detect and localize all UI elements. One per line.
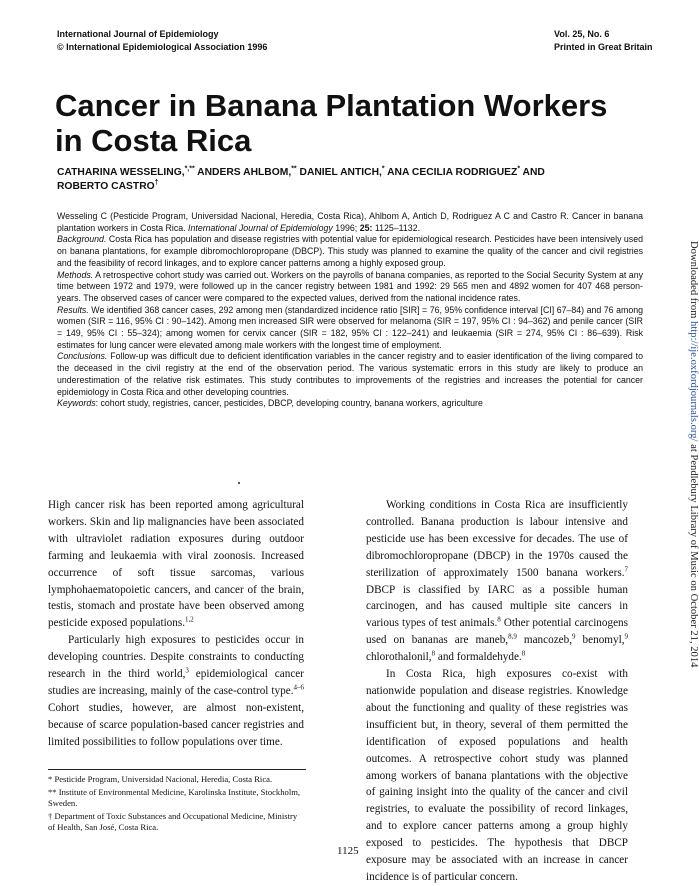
citation-ref: 8 <box>497 615 501 624</box>
abstract-methods: Methods. A retrospective cohort study was carried out. Workers on the payrolls of banana companies, as reported to the Social Security System at any time between 1972 and 1979, were followed up in the cancer registry between 1981 and 1992: 29 565 men and 4892 women for 407 468 person-years. The observed cases of cancer were compared to the expected values, derived from the national incidence rates. <box>57 269 643 303</box>
abstract-keywords: Keywords: cohort study, registries, cancer, pesticides, DBCP, developing country, banana workers, agriculture <box>57 398 483 409</box>
author-and: AND <box>520 167 545 178</box>
author-5-affil: † <box>154 179 159 187</box>
copyright-line: © International Epidemiological Association 1996 <box>57 42 268 52</box>
running-header-right <box>554 28 653 54</box>
citation-ref: 8,9 <box>508 632 517 641</box>
author-4-affil: * <box>517 165 521 173</box>
citation-ref: 8 <box>431 649 436 658</box>
volume-issue: Vol. 25, No. 6 <box>554 29 610 39</box>
body-paragraph: In Costa Rica, high exposures co-exist with nationwide population and disease registries. Knowledge about the functioning and quality of these registries was insufficient but, in theory, several of them permitted the identification of exposed populations and health outcomes. A retrospective cohort study was planned among workers of banana plantations with the objective of gaining insight into the quality of the cancer and civil registries, to evaluate the possibility of record linkages, and to explore cancer patterns among a group highly exposed to pesticides. The hypothesis that DBCP exposure may be associated with an increase in cancer incidence is of particular concern. <box>366 668 628 883</box>
citation-ref: 9 <box>572 632 576 641</box>
citation-ref: 8 <box>521 649 526 658</box>
body-column-right <box>366 497 628 886</box>
author-1-affil: *,** <box>184 165 195 173</box>
citation-ref: 9 <box>624 632 628 641</box>
abstract-citation: Wesseling C (Pesticide Program, Universidad Nacional, Heredia, Costa Rica), Ahlbom A, Antich D, Rodriguez A C and Castro R. Cancer in banana plantation workers in Costa Rica. International Journal of Epidemiology 1996; 25: 1125–1132. <box>57 211 643 233</box>
citation-ref: 3 <box>185 666 189 675</box>
journal-link[interactable]: http://ije.oxfordjournals.org/ <box>688 321 699 442</box>
abstract-results: Results. We identified 368 cancer cases, 292 among men (standardized incidence ratio [SIR] = 76, 95% confidence interval [CI] 67–84) and 76 among women (SIR = 116, 95% CI : 90–142). Among men increased SIR were observed for melanoma (SIR = 197, 95% CI : 94–362) and penile cancer (SIR = 149, 95% CI : 55–324); among women for cervix cancer (SIR = 182, 95% CI : 122–241) and leukaemia (SIR = 274, 95% CI : 86–639). Risk estimates for lung cancer were elevated among male workers with the longest time of employment. <box>57 304 643 350</box>
body-paragraph: Particularly high exposures to pesticides occur in developing countries. Despite constraints to conducting research in the third world,$^3$ epidemiological cancer studies are increasing, mainly of the case-control type.$^{4-6}$ Cohort studies, however, are almost non-existent, because of scarce population-based cancer registries and limited possibilities to follow populations over time. <box>48 634 304 748</box>
footnote-affiliation-3: † Department of Toxic Substances and Occupational Medicine, Ministry of Health, San José, Costa Rica. <box>48 810 298 832</box>
author-4: ANA CECILIA RODRIGUEZ <box>384 167 518 178</box>
body-column-left <box>48 497 304 751</box>
running-header-left <box>57 28 267 54</box>
author-list <box>57 166 637 194</box>
download-watermark: Downloaded from http://ije.oxfordjournals.org/ at Pendlebury Library of Music on October 21, 2014 <box>688 241 699 668</box>
footnote-affiliation-1: * Pesticide Program, Universidad Nacional, Heredia, Costa Rica. <box>48 774 273 784</box>
author-5: ROBERTO CASTRO <box>57 181 155 192</box>
author-1: CATHARINA WESSELING, <box>57 167 185 178</box>
footnote-rule <box>48 769 306 770</box>
citation-ref: 7 <box>624 564 628 573</box>
printed-in: Printed in Great Britain <box>554 42 653 52</box>
footnotes <box>48 774 306 835</box>
abstract-conclusions: Conclusions. Follow-up was difficult due to deficient identification variables in the cancer registry and to easier identification of the living compared to the deceased in the civil registry at the end of the observation period. The various systematic errors in this study are likely to produce an underestimation of the relative risk estimates. This study contributes to improvements of the registries and increases the potential for cancer epidemiology in Costa Rica and other developing countries. <box>57 351 643 397</box>
citation-ref: 4–6 <box>293 683 304 692</box>
author-2-affil: ** <box>291 165 297 173</box>
title-line-2: in Costa Rica <box>55 123 252 158</box>
author-2: ANDERS AHLBOM, <box>194 167 292 178</box>
abstract <box>57 211 643 410</box>
body-paragraph: Working conditions in Costa Rica are insufficiently controlled. Banana production is labour intensive and pesticide use has been excessive for decades. The use of dibromochloropropane (DBCP) in the 1970s caused the sterilization of approximately 1500 banana workers.$^7$ DBCP is classified by IARC as a possible human carcinogen, and has caused multiple site cancers in various types of test animals.$^8$ Other potential carcinogens used on bananas are maneb,$^{8,9}$ mancozeb,$^9$ benomyl,$^9$ chlorothalonil,$^8$ and formaldehyde.$^8$ <box>366 499 629 664</box>
page-number: 1125 <box>337 845 359 857</box>
abstract-background: Background. Costa Rica has population and disease registries with potential value for epidemiological research. Pesticides have been intensively used on banana plantations, for example dibromochloropropane (DBCP). This study was planned to examine the quality of the cancer and civil registries and the feasibility of record linkages, and to explore cancer patterns among a highly exposed group. <box>57 234 643 268</box>
author-3: DANIEL ANTICH, <box>296 167 382 178</box>
section-divider-dot <box>238 482 240 484</box>
author-3-affil: * <box>381 165 385 173</box>
title-line-1: Cancer in Banana Plantation Workers <box>55 88 608 123</box>
citation-ref: 1,2 <box>185 615 194 624</box>
article-title <box>55 88 615 158</box>
body-paragraph: High cancer risk has been reported among agricultural workers. Skin and lip malignancies have been associated with ultraviolet radiation exposures during outdoor farming and leukaemia with viral zoonosis. Increased occurrence of soft tissue sarcomas, various lymphohaematopoietic cancers, and cancer of the brain, testis, stomach and prostate have been observed among pesticide exposed populations.$^{1,2}$ <box>48 499 304 630</box>
footnote-affiliation-2: ** Institute of Environmental Medicine, Karolinska Institute, Stockholm, Sweden. <box>48 786 301 808</box>
journal-name: International Journal of Epidemiology <box>57 29 219 39</box>
